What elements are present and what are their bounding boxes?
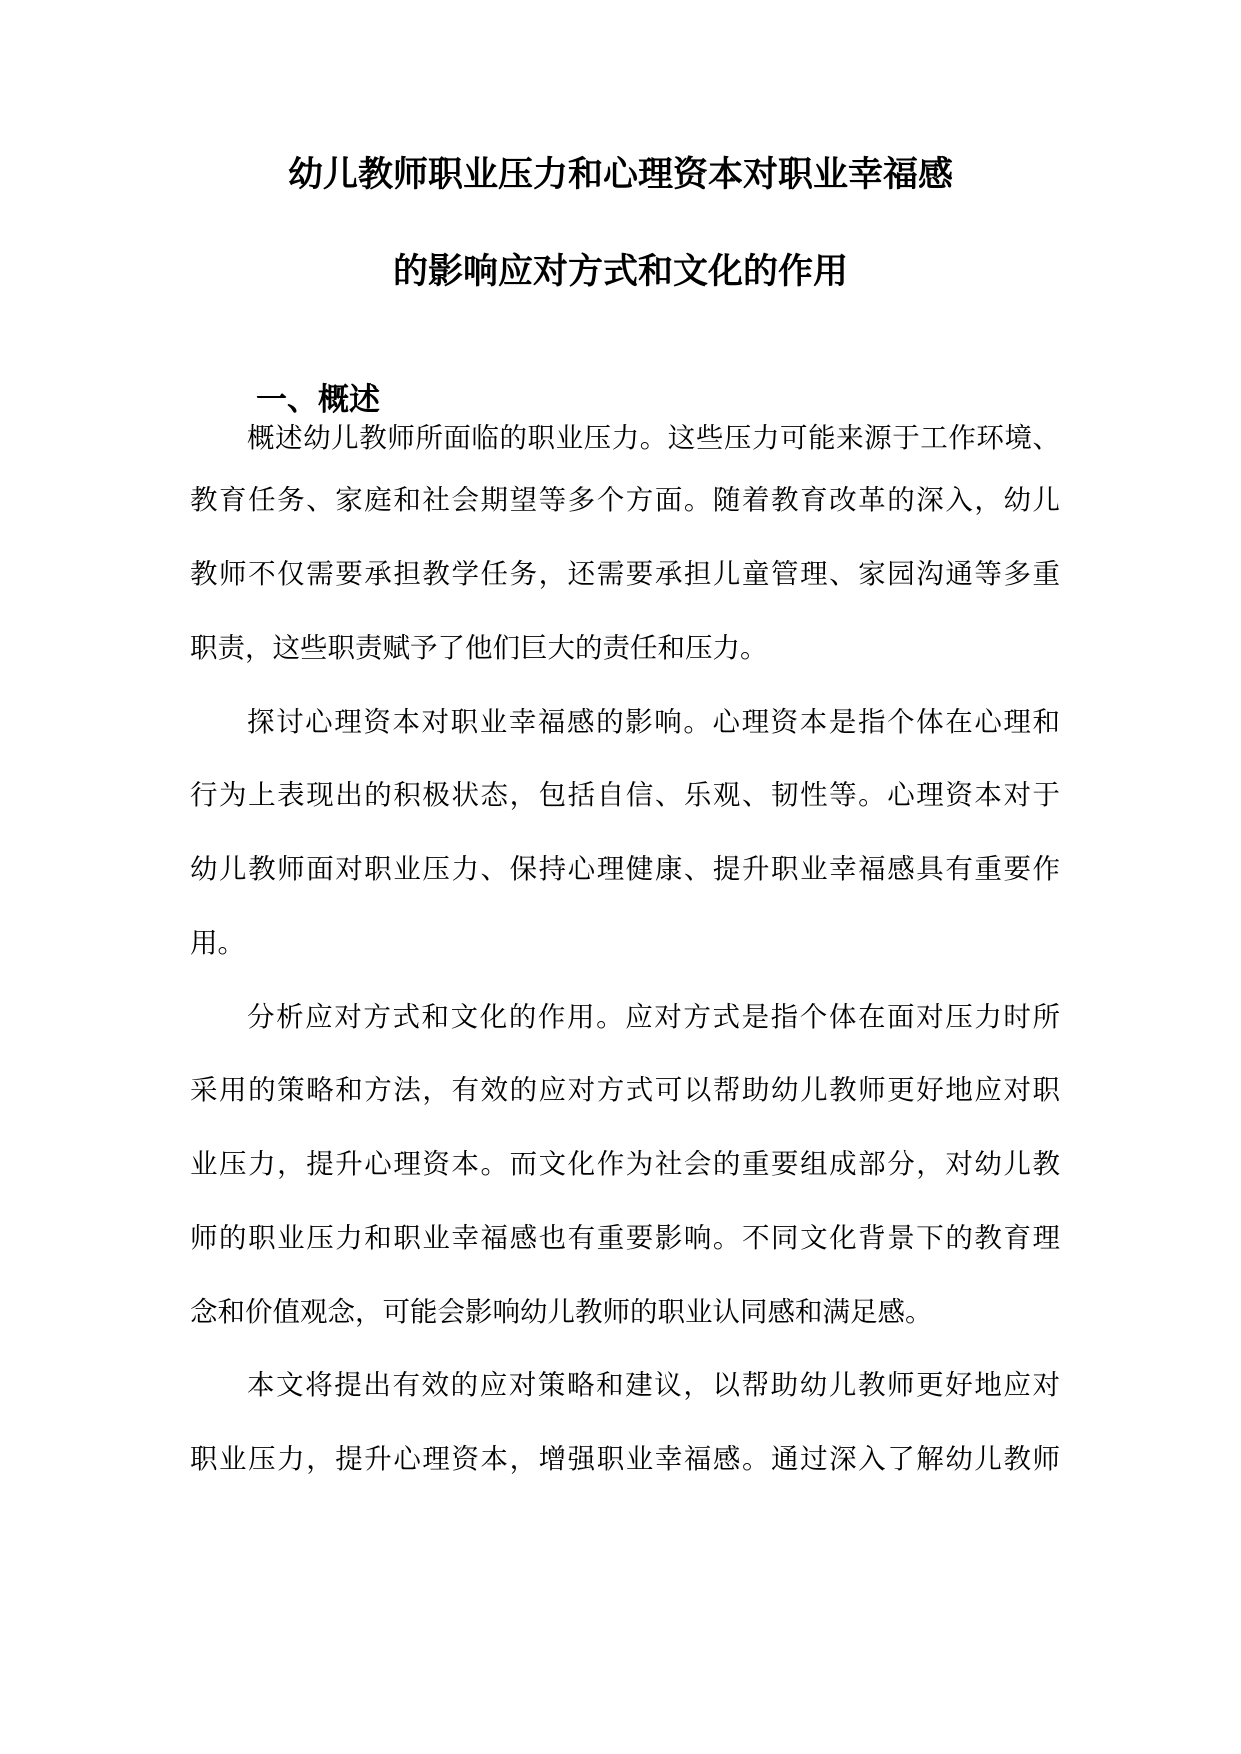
paragraph-1-line-2: 教育任务、家庭和社会期望等多个方面。随着教育改革的深入，幼儿 <box>190 484 1060 516</box>
paragraph-1-line-1: 概述幼儿教师所面临的职业压力。这些压力可能来源于工作环境、 <box>247 422 1060 454</box>
paragraph-2-line-2: 行为上表现出的积极状态，包括自信、乐观、韧性等。心理资本对于 <box>190 779 1060 811</box>
paragraph-1-line-4: 职责，这些职责赋予了他们巨大的责任和压力。 <box>190 632 768 664</box>
paragraph-3-line-2: 采用的策略和方法，有效的应对方式可以帮助幼儿教师更好地应对职 <box>190 1074 1060 1106</box>
paragraph-3-line-5: 念和价值观念，可能会影响幼儿教师的职业认同感和满足感。 <box>190 1296 933 1328</box>
paragraph-3-line-4: 师的职业压力和职业幸福感也有重要影响。不同文化背景下的教育理 <box>190 1222 1060 1254</box>
paragraph-2-line-4: 用。 <box>190 927 245 959</box>
paragraph-1-line-3: 教师不仅需要承担教学任务，还需要承担儿童管理、家园沟通等多重 <box>190 558 1060 590</box>
paragraph-4-line-1: 本文将提出有效的应对策略和建议，以帮助幼儿教师更好地应对 <box>247 1369 1060 1401</box>
paragraph-4-line-2: 职业压力，提升心理资本，增强职业幸福感。通过深入了解幼儿教师 <box>190 1443 1060 1475</box>
paragraph-3-line-3: 业压力，提升心理资本。而文化作为社会的重要组成部分，对幼儿教 <box>190 1148 1060 1180</box>
paragraph-2-line-3: 幼儿教师面对职业压力、保持心理健康、提升职业幸福感具有重要作 <box>190 853 1060 885</box>
document-title-line-1: 幼儿教师职业压力和心理资本对职业幸福感 <box>287 155 953 195</box>
paragraph-2-line-1: 探讨心理资本对职业幸福感的影响。心理资本是指个体在心理和 <box>247 706 1060 738</box>
section-heading: 一、概述 <box>256 382 380 418</box>
document-title-line-2: 的影响应对方式和文化的作用 <box>392 252 848 292</box>
paragraph-3-line-1: 分析应对方式和文化的作用。应对方式是指个体在面对压力时所 <box>247 1001 1060 1033</box>
